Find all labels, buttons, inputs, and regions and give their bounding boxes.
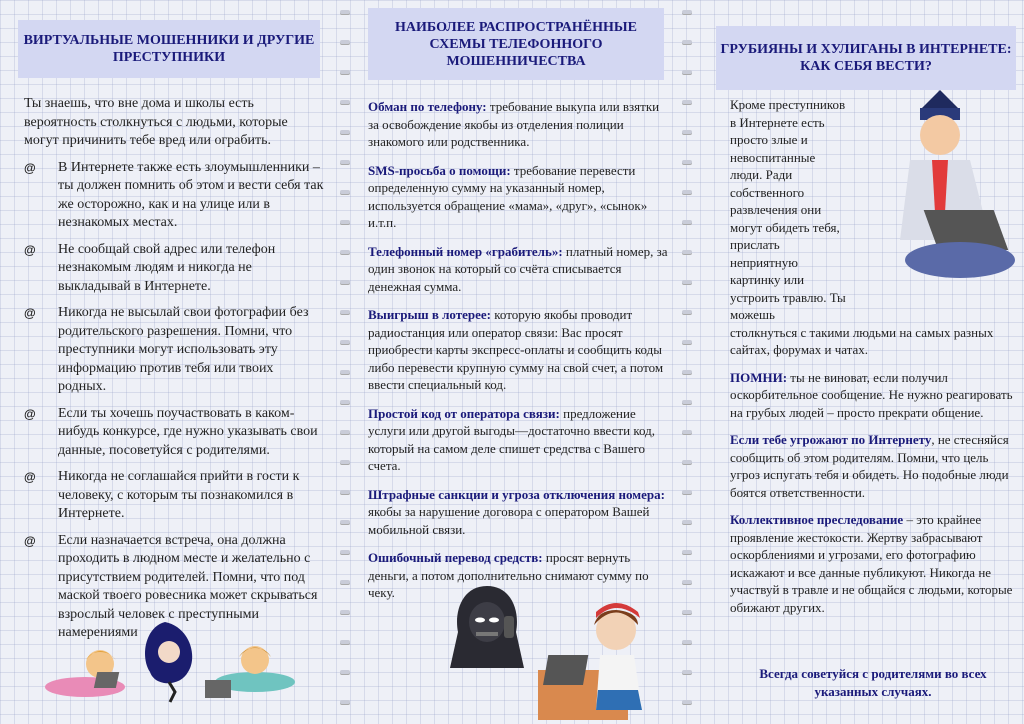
column-1-body (24, 95, 324, 643)
scheme-item: Простой код от оператора связи: предложение услуги или другой выгоды—достаточно ввести код, который на самом деле спишет средства с Вашего счета. (368, 405, 655, 473)
column-2-title: НАИБОЛЕЕ РАСПРОСТРАНЁННЫЕ СХЕМЫ ТЕЛЕФОННОГО МОШЕННИЧЕСТВА (368, 8, 664, 80)
list-item: @ Не сообщай свой адрес или телефон незнакомым людям и никогда не выкладывай в Интернете. (24, 241, 276, 294)
scheme-item: Выигрыш в лотерее: которую якобы проводит радиостанция или оператор связи: Вас просят приобрести карты экспресс-оплаты и сообщить коды либо перевести крупную сумму на свой счет, а потом ввести специальный код. (368, 307, 664, 392)
kids-with-laptops-illustration (30, 612, 330, 712)
column-rude-people-online (694, 0, 1024, 724)
column-3-intro: Кроме преступников в Интернете есть просто злые и невоспитанные люди. Ради собственного развлечения они могут обидеть тебя, прислать неприятную картинку или устроить травлю. Ты можешь (730, 97, 846, 322)
scheme-item: Ошибочный перевод средств: просят вернуть деньги, а потом дополнительно снимают сумму по чеку. (368, 550, 649, 600)
fold-separator-right (680, 0, 694, 724)
list-item: @ Никогда не соглашайся прийти в гости к человеку, с которым ты познакомился в Интернете. (24, 469, 300, 521)
fold-separator-left (338, 0, 352, 724)
column-2-body (368, 98, 668, 613)
hooded-hacker-illustration (442, 582, 532, 672)
scheme-item: Штрафные санкции и угроза отключения номера: якобы за нарушение договора с оператором Вашей мобильной связи. (368, 486, 665, 537)
scheme-item: Телефонный номер «грабитель»: платный номер, за один звонок на который со счёта списывается денежная сумма. (368, 243, 668, 294)
scheme-item: Обман по телефону: требование выкупа или взятки за освобождение якобы из отделения полиции знакомого или родственника. (368, 99, 660, 149)
column-phone-fraud-schemes (352, 0, 680, 724)
list-item: @ В Интернете также есть злоумышленники – ты должен помнить об этом и вести себя так же осторожно, как и на улице или в незнакомых местах. (24, 159, 324, 230)
at-bullet-icon: @ (24, 533, 36, 548)
scheme-item: SMS-просьба о помощи: требование перевести определенную сумму на указанный номер, используется обращение «мама», «друг», «сынок» и.т.п. (368, 162, 648, 230)
advice-paragraph: ПОМНИ: ты не виноват, если получил оскорбительное сообщение. Не нужно реагировать на грубых людей – просто прекрати общение. (730, 369, 1013, 420)
boy-with-laptop-illustration (870, 90, 1020, 290)
column-3-intro-rest: столкнуться с такими людьми на самых разных сайтах, форумах и чатах. (730, 324, 994, 357)
column-1-title: ВИРТУАЛЬНЫЕ МОШЕННИКИ И ДРУГИЕ ПРЕСТУПНИКИ (18, 20, 320, 78)
advice-paragraph: Коллективное преследование – это крайнее проявление жестокости. Жертву забрасывают оскорблениями и угрозами, его фотографию искажают и все данные публикуют. Никогда не участвуй в травле и не общайся с людьми, которые обижают других. (730, 512, 1013, 615)
column-virtual-fraudsters (0, 0, 338, 724)
column-1-intro: Ты знаешь, что вне дома и школы есть вероятность столкнуться с людьми, которые могут причинить тебе вред или ограбить. (24, 96, 288, 148)
list-item: @ Если ты хочешь поучаствовать в каком-нибудь конкурсе, где нужно указывать свои данные, посоветуйся с родителями. (24, 405, 318, 458)
at-bullet-icon: @ (24, 306, 36, 320)
column-3-title: ГРУБИЯНЫ И ХУЛИГАНЫ В ИНТЕРНЕТЕ: КАК СЕБЯ ВЕСТИ? (716, 26, 1016, 90)
at-bullet-icon: @ (24, 470, 36, 484)
at-bullet-icon: @ (24, 160, 36, 175)
at-bullet-icon: @ (24, 406, 36, 421)
list-item: @ Если назначается встреча, она должна проходить в людном месте и желательно с присутствием родителей. Помни, что под маской твоего ровесника может скрываться взрослый человек с преступными намерениями (24, 532, 318, 640)
girl-at-laptop-illustration (538, 600, 658, 720)
list-item: @ Никогда не высылай свои фотографии без родительского разрешения. Помни, что преступники могут использовать эту информацию против тебя или твоих родных. (24, 305, 309, 394)
at-bullet-icon: @ (24, 242, 36, 257)
final-advice: Всегда советуйся с родителями во всех указанных случаях. (759, 666, 987, 699)
advice-paragraph: Если тебе угрожают по Интернету, не стесняйся сообщить об этом родителям. Помни, что цель угроз испугать тебя и обидеть. Но подобные люди боятся ответственности. (730, 432, 1009, 500)
